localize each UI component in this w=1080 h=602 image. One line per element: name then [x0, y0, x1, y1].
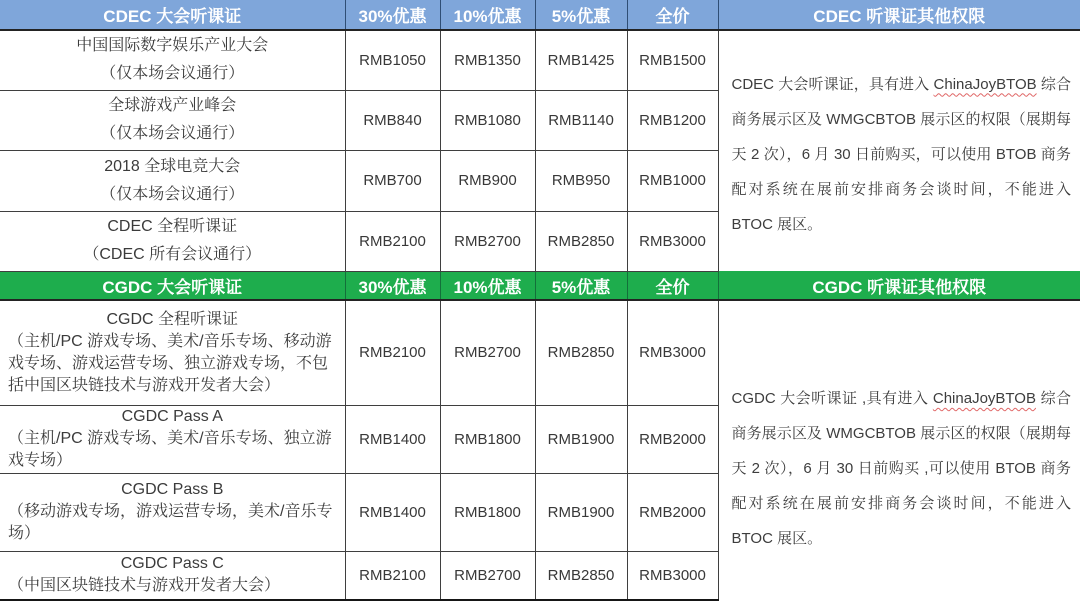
price-cell: RMB700: [345, 150, 440, 211]
cdec-rights-header: CDEC 听课证其他权限: [718, 0, 1080, 30]
pass-name-cell: [0, 30, 345, 90]
price-cell: RMB2850: [535, 300, 627, 405]
cdec-rights-note: [718, 30, 1080, 271]
pass-title: CGDC Pass A: [121, 408, 223, 425]
pass-description: （主机/PC 游戏专场、美术/音乐专场、移动游戏专场、游戏运营专场、独立游戏专场，不包括中国区块链技术与游戏开发者大会）: [8, 332, 332, 394]
cgdc-section-title: CGDC 大会听课证: [0, 271, 345, 300]
pass-title: 中国国际数字娱乐产业大会: [76, 37, 269, 55]
column-header-discount-30: 30%优惠: [345, 271, 440, 300]
price-cell: RMB1080: [440, 90, 535, 150]
column-header-full-price: 全价: [627, 0, 718, 30]
price-cell: RMB1000: [627, 150, 718, 211]
cgdc-rights-header: CGDC 听课证其他权限: [718, 271, 1080, 300]
pass-title: 2018 全球电竞大会: [104, 157, 241, 175]
cgdc-header-row: [0, 271, 1080, 300]
price-cell: RMB950: [535, 150, 627, 211]
price-cell: RMB1800: [440, 405, 535, 473]
column-header-discount-5: 5%优惠: [535, 271, 627, 300]
price-cell: RMB3000: [627, 211, 718, 271]
note-text: 综合商务展示区及 WMGCBTOB 展示区的权限（展期每天 2 次），6 月 30 日前购买，可以使用 BTOB 商务配对系统在展前安排商务会谈时间，不能进入 BTOC 展区。: [731, 75, 1072, 233]
price-cell: RMB2700: [440, 211, 535, 271]
table-row: [0, 30, 1080, 90]
cgdc-rights-note: [718, 300, 1080, 600]
price-cell: RMB2100: [345, 300, 440, 405]
price-cell: RMB2000: [627, 405, 718, 473]
price-cell: RMB1900: [535, 405, 627, 473]
price-cell: RMB1350: [440, 30, 535, 90]
pass-title: CGDC Pass B: [121, 481, 224, 498]
pass-title: 全球游戏产业峰会: [108, 97, 237, 114]
price-cell: RMB1400: [345, 473, 440, 551]
price-cell: RMB2700: [440, 551, 535, 600]
note-text: CDEC 大会听课证，具有进入: [731, 75, 934, 93]
pass-name-cell: [0, 405, 345, 473]
price-cell: RMB1900: [535, 473, 627, 551]
pass-name-cell: [0, 473, 345, 551]
price-cell: RMB1500: [627, 30, 718, 90]
pass-description: （CDEC 所有会议通行）: [83, 246, 262, 263]
table-row: [0, 300, 1080, 405]
column-header-discount-30: 30%优惠: [345, 0, 440, 30]
pass-name-cell: [0, 150, 345, 211]
note-spellcheck-word: ChinaJoyBTOB: [933, 75, 1037, 93]
pass-description: （主机/PC 游戏专场、美术/音乐专场、独立游戏专场）: [8, 430, 332, 469]
price-cell: RMB1140: [535, 90, 627, 150]
price-cell: RMB1425: [535, 30, 627, 90]
note-text: 综合商务展示区及 WMGCBTOB 展示区的权限（展期每天 2 次），6 月 30 日前购买 ,可以使用 BTOB 商务配对系统在展前安排商务会谈时间，不能进入 BTOC 展区。: [731, 390, 1072, 547]
note-spellcheck-word: ChinaJoyBTOB: [932, 390, 1036, 407]
pass-name-cell: [0, 90, 345, 150]
price-cell: RMB900: [440, 150, 535, 211]
pass-title: CGDC Pass C: [120, 555, 224, 573]
price-cell: RMB840: [345, 90, 440, 150]
pass-title: CGDC 全程听课证: [106, 310, 239, 328]
pass-description: （仅本场会议通行）: [100, 125, 245, 142]
price-cell: RMB2100: [345, 551, 440, 600]
price-cell: RMB2100: [345, 211, 440, 271]
price-cell: RMB3000: [627, 300, 718, 405]
pass-title: CDEC 全程听课证: [107, 218, 238, 235]
pass-description: （仅本场会议通行）: [100, 185, 245, 203]
note-text: CGDC 大会听课证 ,具有进入: [731, 390, 933, 407]
pass-description: （仅本场会议通行）: [100, 65, 245, 83]
price-cell: RMB3000: [627, 551, 718, 600]
price-cell: RMB2700: [440, 300, 535, 405]
price-cell: RMB2850: [535, 551, 627, 600]
pass-description: （中国区块链技术与游戏开发者大会）: [8, 577, 281, 595]
pass-name-cell: [0, 551, 345, 600]
column-header-full-price: 全价: [627, 271, 718, 300]
cdec-section-title: CDEC 大会听课证: [0, 0, 345, 30]
pass-name-cell: [0, 211, 345, 271]
price-cell: RMB2850: [535, 211, 627, 271]
price-cell: RMB1400: [345, 405, 440, 473]
column-header-discount-5: 5%优惠: [535, 0, 627, 30]
price-cell: RMB1800: [440, 473, 535, 551]
column-header-discount-10: 10%优惠: [440, 0, 535, 30]
column-header-discount-10: 10%优惠: [440, 271, 535, 300]
price-cell: RMB2000: [627, 473, 718, 551]
price-cell: RMB1200: [627, 90, 718, 150]
pass-name-cell: [0, 300, 345, 405]
pass-description: （移动游戏专场，游戏运营专场，美术/音乐专场）: [8, 503, 333, 542]
cdec-header-row: [0, 0, 1080, 30]
price-cell: RMB1050: [345, 30, 440, 90]
